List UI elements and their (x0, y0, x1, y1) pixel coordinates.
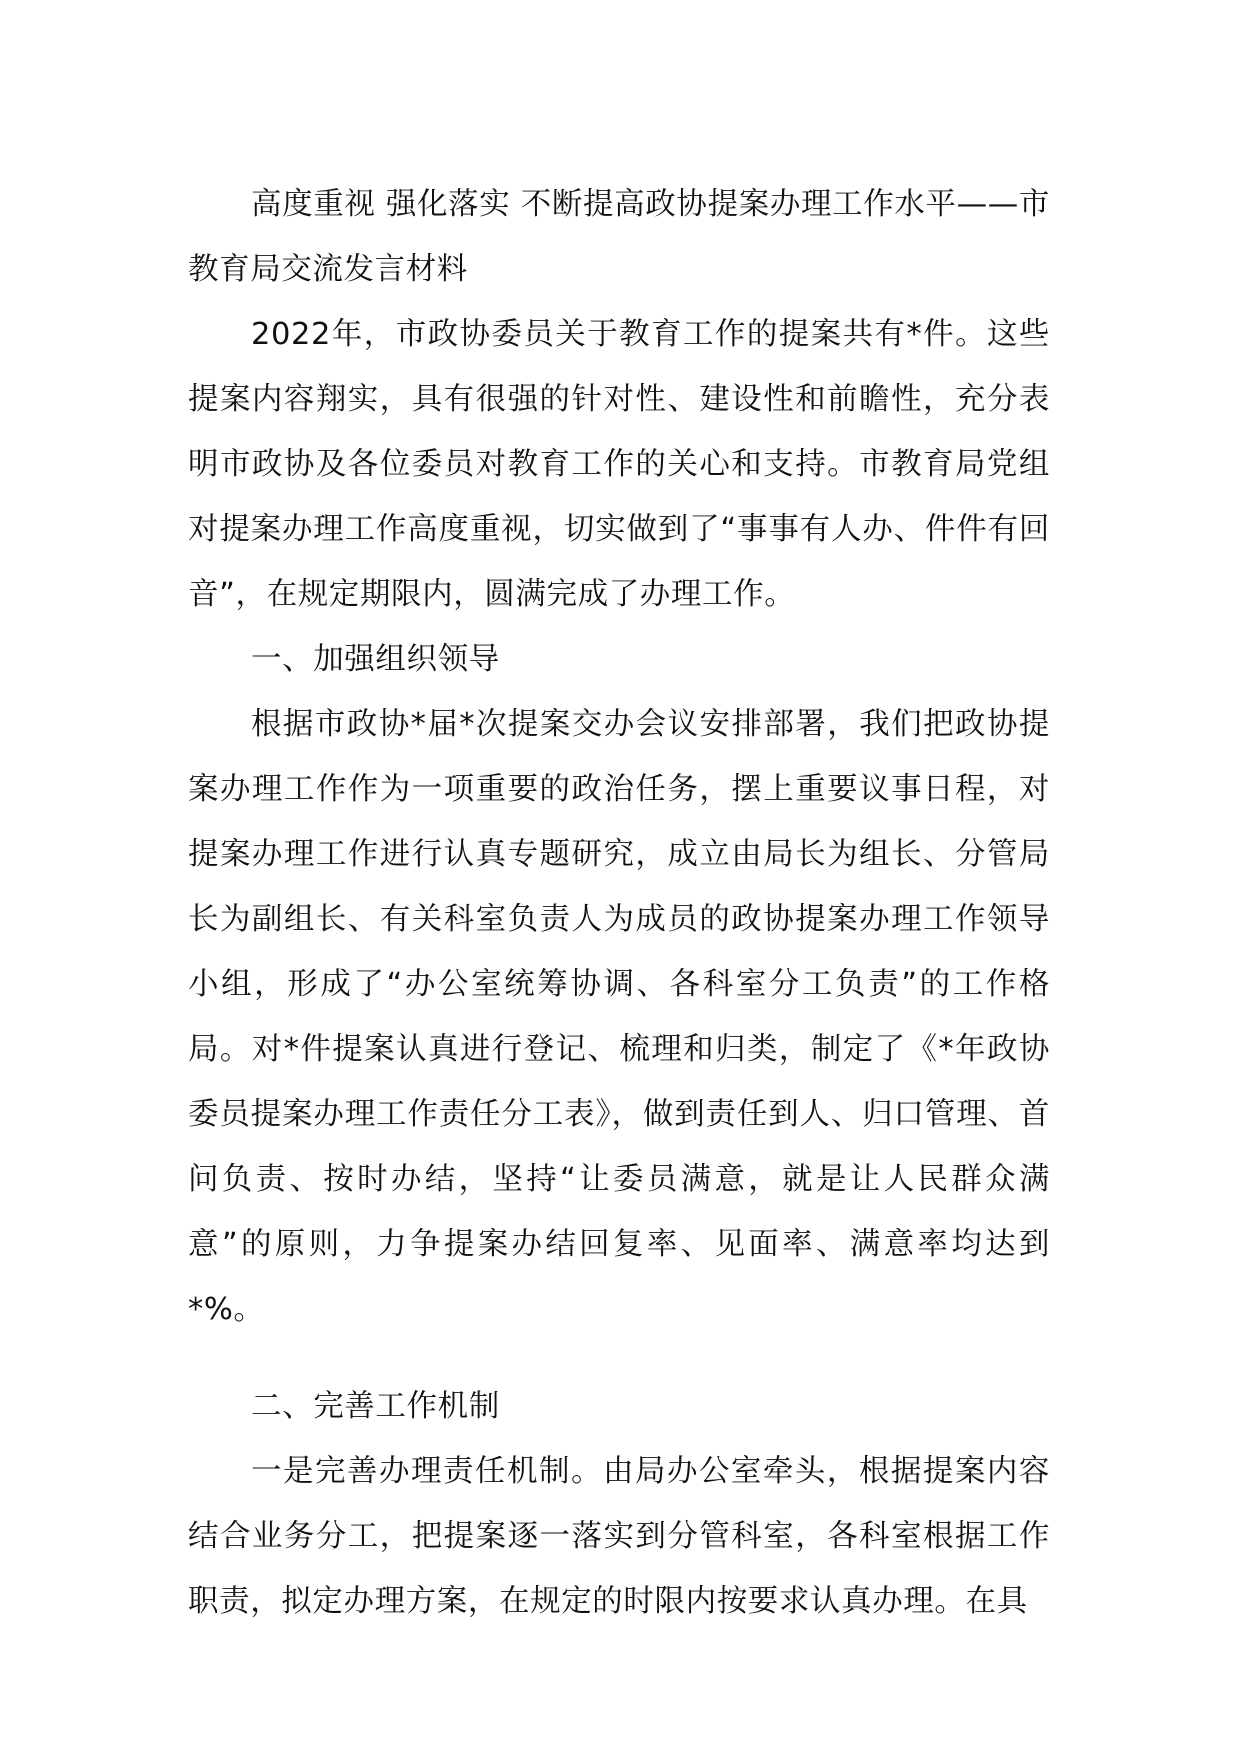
document-body (188, 172, 1050, 1634)
paragraph-section-1: 根据市政协*届*次提案交办会议安排部署，我们把政协提案办理工作作为一项重要的政治任务，摆上重要议事日程，对提案办理工作进行认真专题研究，成立由局长为组长、分管局长为副组长、有关科室负责人为成员的政协提案办理工作领导小组，形成了“办公室统筹协调、各科室分工负责”的工作格局。对*件提案认真进行登记、梳理和归类，制定了《*年政协委员提案办理工作责任分工表》，做到责任到人、归口管理、首问负责、按时办结，坚持“让委员满意，就是让人民群众满意”的原则，力争提案办结回复率、见面率、满意率均达到*%。 (188, 707, 1050, 1327)
section-heading-1: 一、加强组织领导 (251, 642, 500, 677)
paragraph-intro: 2022年，市政协委员关于教育工作的提案共有*件。这些提案内容翔实，具有很强的针对性、建设性和前瞻性，充分表明市政协及各位委员对教育工作的关心和支持。市教育局党组对提案办理工作高度重视，切实做到了“事事有人办、件件有回音”，在规定期限内，圆满完成了办理工作。 (188, 317, 1050, 612)
section-heading-2: 二、完善工作机制 (251, 1389, 500, 1424)
paragraph-section-2: 一是完善办理责任机制。由局办公室牵头，根据提案内容结合业务分工，把提案逐一落实到分管科室，各科室根据工作职责，拟定办理方案，在规定的时限内按要求认真办理。在具 (188, 1454, 1050, 1619)
document-title: 高度重视 强化落实 不断提高政协提案办理工作水平——市教育局交流发言材料 (188, 187, 1050, 287)
